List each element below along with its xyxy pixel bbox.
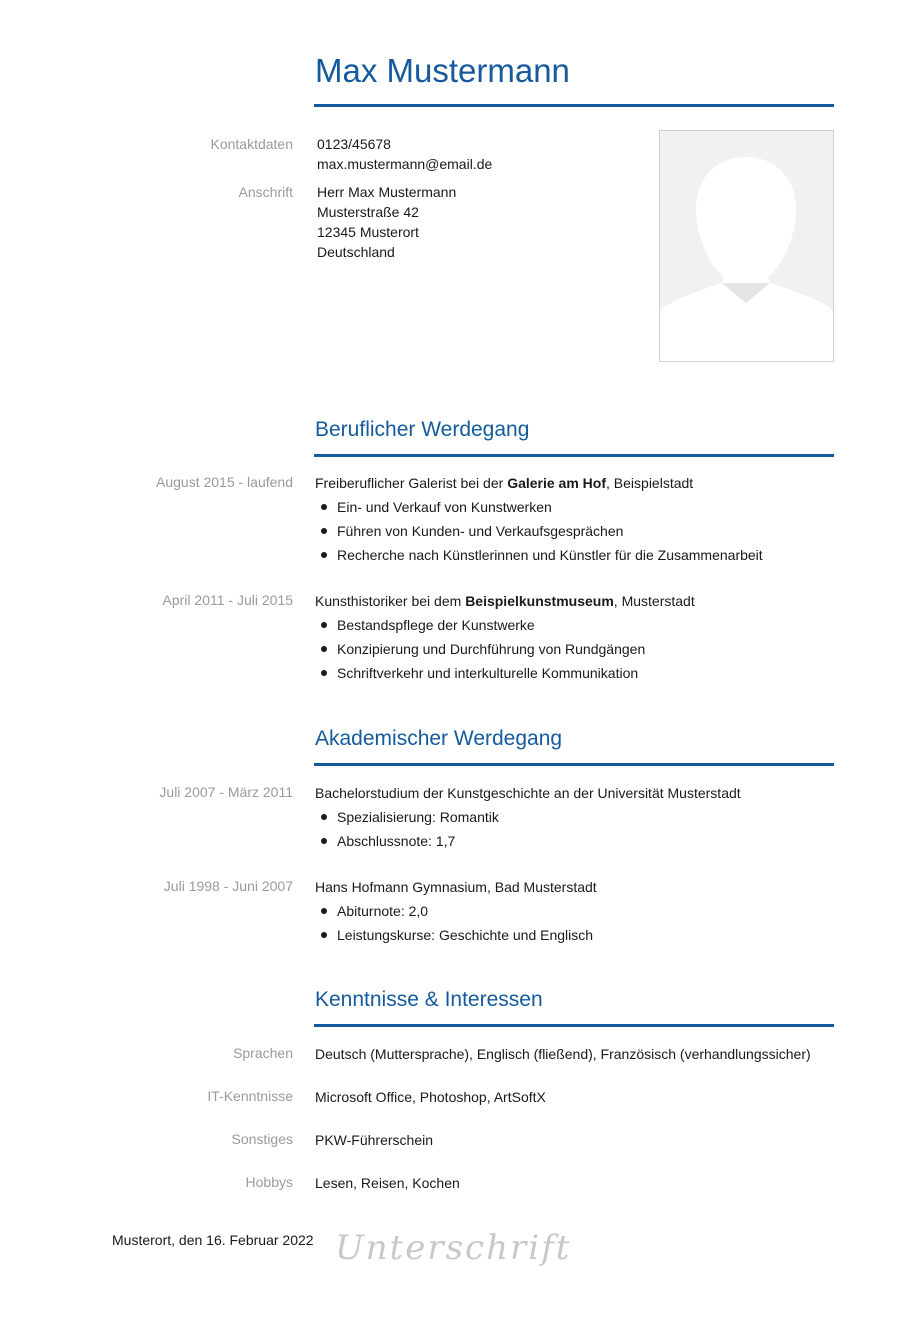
- list-item: Abiturnote: 2,0: [315, 899, 875, 923]
- contact-label: Kontaktdaten: [210, 136, 293, 152]
- skill-label-it: IT-Kenntnisse: [207, 1088, 293, 1104]
- list-item: Konzipierung und Durchführung von Rundgängen: [315, 637, 875, 661]
- education-title-1: Bachelorstudium der Kunstgeschichte an der Universität Musterstadt: [315, 785, 741, 801]
- education-entry-1: [315, 781, 875, 853]
- list-item: Schriftverkehr und interkulturelle Kommunikation: [315, 661, 875, 685]
- profile-photo: [659, 130, 834, 362]
- address-line-street: Musterstraße 42: [317, 204, 419, 220]
- education-entry-2: [315, 875, 875, 947]
- education-date-2: Juli 1998 - Juni 2007: [163, 878, 293, 894]
- career-bullets-2: [315, 613, 875, 685]
- education-title-2: Hans Hofmann Gymnasium, Bad Musterstadt: [315, 879, 597, 895]
- career-title-1: Freiberuflicher Galerist bei der Galerie am Hof, Beispielstadt: [315, 475, 694, 491]
- address-line-city: 12345 Musterort: [317, 224, 419, 240]
- career-entry-1: [315, 471, 875, 567]
- section-heading-education: Akademischer Werdegang: [315, 727, 563, 750]
- skill-label-languages: Sprachen: [233, 1045, 293, 1061]
- skill-value-languages: Deutsch (Muttersprache), Englisch (fließend), Französisch (verhandlungssicher): [315, 1046, 811, 1062]
- list-item: Bestandspflege der Kunstwerke: [315, 613, 875, 637]
- name-underline: [314, 104, 834, 107]
- career-title-2: Kunsthistoriker bei dem Beispielkunstmuseum, Musterstadt: [315, 593, 695, 609]
- skill-value-it: Microsoft Office, Photoshop, ArtSoftX: [315, 1089, 546, 1105]
- list-item: Leistungskurse: Geschichte und Englisch: [315, 923, 875, 947]
- list-item: Führen von Kunden- und Verkaufsgesprächen: [315, 519, 875, 543]
- phone-number: 0123/45678: [317, 136, 391, 152]
- signature: Unterschrift: [335, 1228, 572, 1268]
- education-bullets-2: [315, 899, 875, 947]
- section-heading-career: Beruflicher Werdegang: [315, 418, 530, 441]
- employer-name: Galerie am Hof: [507, 475, 607, 491]
- address-label: Anschrift: [238, 184, 293, 200]
- skill-label-other: Sonstiges: [231, 1131, 293, 1147]
- section-heading-skills: Kenntnisse & Interessen: [315, 988, 543, 1011]
- address-line-country: Deutschland: [317, 244, 395, 260]
- skill-value-other: PKW-Führerschein: [315, 1132, 434, 1148]
- cv-name: Max Mustermann: [315, 52, 570, 89]
- list-item: Ein- und Verkauf von Kunstwerken: [315, 495, 875, 519]
- education-underline: [314, 763, 834, 766]
- list-item: Spezialisierung: Romantik: [315, 805, 875, 829]
- address-line-name: Herr Max Mustermann: [317, 184, 457, 200]
- list-item: Recherche nach Künstlerinnen und Künstler für die Zusammenarbeit: [315, 543, 875, 567]
- education-bullets-1: [315, 805, 875, 853]
- education-date-1: Juli 2007 - März 2011: [159, 784, 293, 800]
- skill-value-hobbies: Lesen, Reisen, Kochen: [315, 1175, 460, 1191]
- career-underline: [314, 454, 834, 457]
- career-entry-2: [315, 589, 875, 685]
- career-date-1: August 2015 - laufend: [156, 474, 293, 490]
- email-address: max.mustermann@email.de: [317, 156, 493, 172]
- person-placeholder-icon: [660, 131, 833, 361]
- employer-name: Beispielkunstmuseum: [465, 593, 614, 609]
- place-and-date: Musterort, den 16. Februar 2022: [112, 1232, 314, 1248]
- skills-underline: [314, 1024, 834, 1027]
- career-bullets-1: [315, 495, 875, 567]
- list-item: Abschlussnote: 1,7: [315, 829, 875, 853]
- career-date-2: April 2011 - Juli 2015: [162, 592, 293, 608]
- skill-label-hobbies: Hobbys: [245, 1174, 293, 1190]
